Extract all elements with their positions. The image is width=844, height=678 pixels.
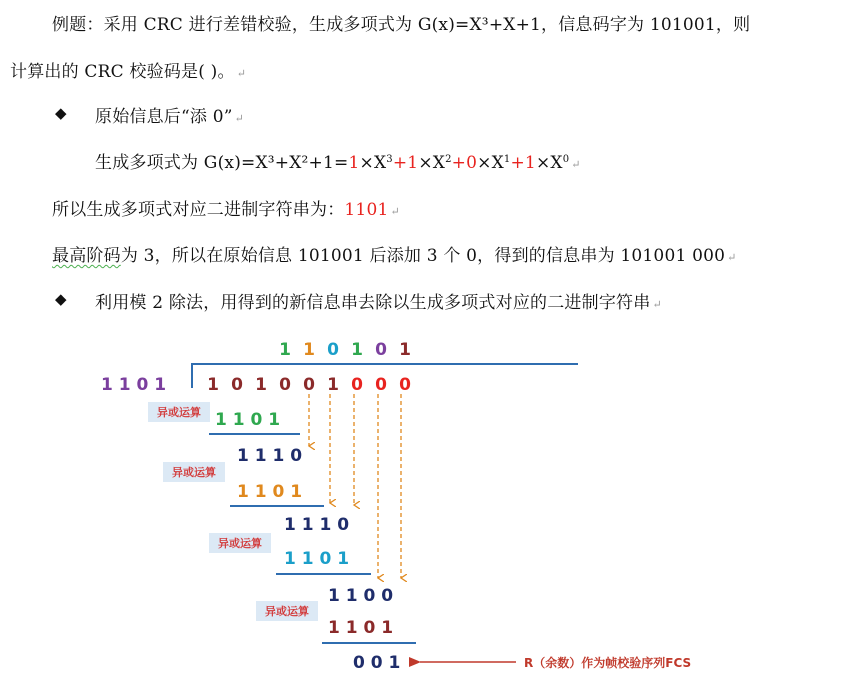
binary-value: 1101 bbox=[344, 200, 389, 220]
coefficient: 1 bbox=[407, 153, 419, 173]
dividend-digit: 0 bbox=[231, 375, 243, 395]
xor-label: 异或运算 bbox=[218, 537, 262, 550]
dividend-digit: 1 bbox=[327, 375, 339, 395]
subtrahend-row: 1 1 0 1 bbox=[328, 618, 394, 638]
coefficient: 0 bbox=[466, 153, 478, 173]
times-sign: × bbox=[359, 153, 374, 173]
subtrahend-row: 1 1 0 1 bbox=[237, 482, 303, 502]
polynomial-prefix: 生成多项式为 G(x)=X³+X²+1= bbox=[95, 153, 349, 173]
xor-label: 异或运算 bbox=[172, 466, 216, 479]
coefficient: 1 bbox=[348, 153, 360, 173]
subtrahend-row: 1 1 0 1 bbox=[215, 410, 281, 430]
plus-sign: + bbox=[510, 153, 525, 173]
coefficient: 1 bbox=[524, 153, 536, 173]
degree-text: 为 3，所以在原始信息 101001 后添加 3 个 0，得到的信息串为 101001 000 bbox=[120, 246, 726, 266]
question-text-2: 计算出的 CRC 校验码是( )。 bbox=[10, 62, 235, 82]
bullet-text-1: 原始信息后“添 0” bbox=[95, 107, 233, 127]
quotient-digit: 1 bbox=[399, 340, 411, 360]
exponent: 2 bbox=[445, 154, 452, 165]
variable: X bbox=[550, 153, 563, 173]
quotient-digit: 0 bbox=[327, 340, 339, 360]
bullet-text-2: 利用模 2 除法，用得到的新信息串去除以生成多项式对应的二进制字符串 bbox=[95, 293, 651, 313]
quotient-digit: 0 bbox=[375, 340, 387, 360]
times-sign: × bbox=[535, 153, 551, 173]
remainder-row: 1 1 1 0 bbox=[237, 446, 303, 466]
plus-sign: + bbox=[451, 153, 467, 173]
dividend-digit: 1 bbox=[255, 375, 267, 395]
exponent: 3 bbox=[386, 154, 393, 165]
diamond-bullet-icon: ◆ bbox=[55, 104, 67, 122]
dividend-digit: 0 bbox=[375, 375, 387, 395]
quotient-digit: 1 bbox=[279, 340, 291, 360]
times-sign: × bbox=[418, 153, 433, 173]
dividend-digit: 0 bbox=[399, 375, 411, 395]
paragraph-mark: ↵ bbox=[390, 205, 400, 218]
plus-sign: + bbox=[392, 153, 408, 173]
question-text-1: 例题：采用 CRC 进行差错校验，生成多项式为 G(x)=X³+X+1，信息码字为 101001，则 bbox=[52, 15, 751, 35]
exponent: 1 bbox=[503, 154, 511, 165]
paragraph-mark: ↵ bbox=[236, 67, 247, 80]
remainder-row: 0 0 1 bbox=[353, 653, 401, 673]
dividend-digit: 1 bbox=[207, 375, 219, 395]
binary-prefix: 所以生成多项式对应二进制字符串为： bbox=[52, 200, 345, 220]
paragraph-mark: ↵ bbox=[727, 251, 737, 264]
quotient-digit: 1 bbox=[303, 340, 315, 360]
paragraph-mark: ↵ bbox=[234, 112, 245, 125]
dividend-digit: 0 bbox=[303, 375, 315, 395]
remainder-row: 1 1 0 0 bbox=[328, 586, 394, 606]
xor-label: 异或运算 bbox=[265, 605, 309, 618]
variable: X bbox=[432, 153, 446, 173]
variable: X bbox=[491, 153, 504, 173]
exponent: 0 bbox=[562, 154, 570, 165]
times-sign: × bbox=[477, 153, 492, 173]
variable: X bbox=[373, 153, 387, 173]
divisor: 1 1 0 1 bbox=[101, 375, 167, 395]
quotient-digit: 1 bbox=[351, 340, 363, 360]
paragraph-mark: ↵ bbox=[652, 298, 662, 311]
xor-label: 异或运算 bbox=[157, 406, 201, 419]
fcs-label: R（余数）作为帧校验序列FCS bbox=[524, 656, 692, 670]
diamond-bullet-icon: ◆ bbox=[55, 290, 67, 308]
remainder-row: 1 1 1 0 bbox=[284, 515, 350, 535]
dividend-digit: 0 bbox=[279, 375, 291, 395]
dividend-digit: 0 bbox=[351, 375, 363, 395]
subtrahend-row: 1 1 0 1 bbox=[284, 549, 350, 569]
paragraph-mark: ↵ bbox=[571, 158, 581, 171]
degree-text-underlined: 最高阶码 bbox=[52, 246, 121, 266]
